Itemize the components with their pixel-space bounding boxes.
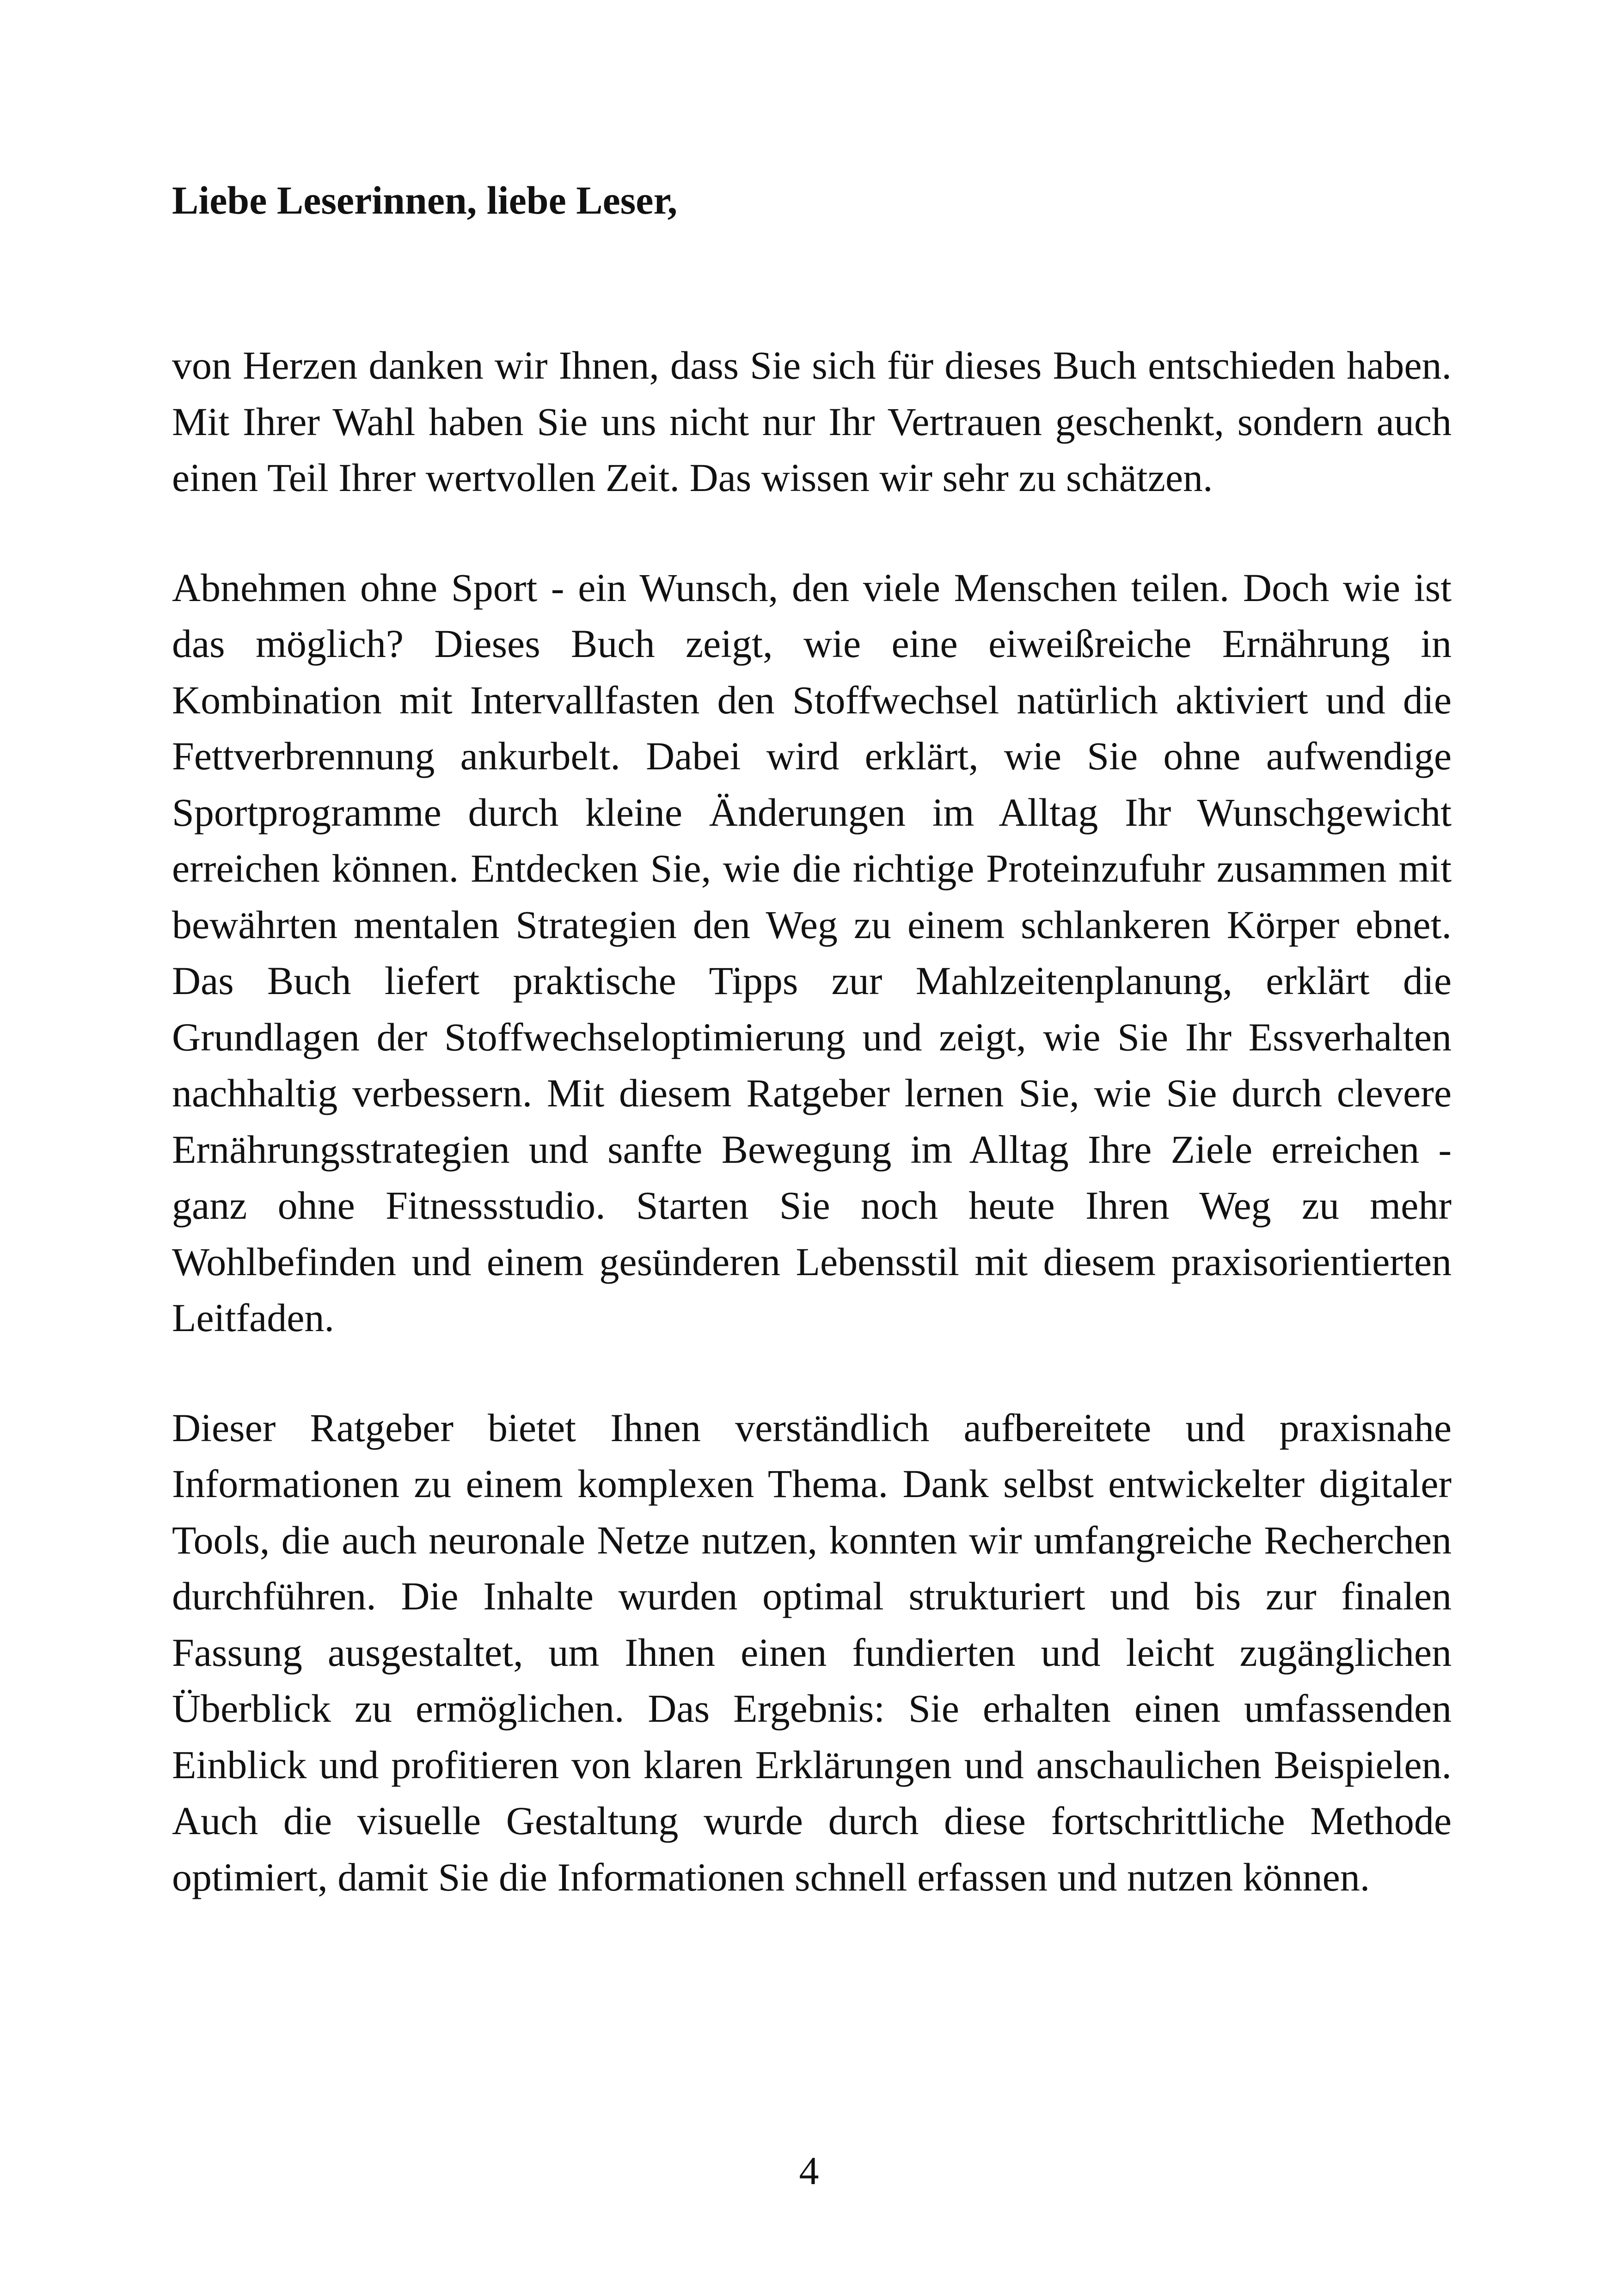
paragraph-guide-info: Dieser Ratgeber bietet Ihnen verständlich aufbereitete und praxisnahe Informationen zu einem komplexen Thema. Dank selbst entwickelter digitaler Tools, die auch neuronale Netze nutzen, konnten wir umfangreiche Recherchen durchführen. Die Inhalte wurden optimal strukturiert und bis zur finalen Fassung ausgestaltet, um Ihnen einen fundierten und leicht zugänglichen Überblick zu ermöglichen. Das Ergebnis: Sie erhalten einen umfassenden Einblick und profitieren von klaren Erklärungen und anschaulichen Beispielen. Auch die visuelle Gestaltung wurde durch diese fortschrittliche Methode optimiert, damit Sie die Informationen schnell erfassen und nutzen können. [172, 1405, 1452, 1899]
page-number: 4 [799, 2149, 819, 2193]
paragraph-book-summary: Abnehmen ohne Sport - ein Wunsch, den viele Menschen teilen. Doch wie ist das möglich? Dieses Buch zeigt, wie eine eiweißreiche Ernährung in Kombination mit Intervallfasten den Stoffwechsel natürlich aktiviert und die Fettverbrennung ankurbelt. Dabei wird erklärt, wie Sie ohne aufwendige Sportprogramme durch kleine Änderungen im Alltag Ihr Wunschgewicht erreichen können. Entdecken Sie, wie die richtige Proteinzufuhr zusammen mit bewährten mentalen Strategien den Weg zu einem schlankeren Körper ebnet. Das Buch liefert praktische Tipps zur Mahlzeitenplanung, erklärt die Grundlagen der Stoffwechseloptimierung und zeigt, wie Sie Ihr Essverhalten nachhaltig verbessern. Mit diesem Ratgeber lernen Sie, wie Sie durch clevere Ernährungsstrategien und sanfte Bewegung im Alltag Ihre Ziele erreichen - ganz ohne Fitnessstudio. Starten Sie noch heute Ihren Weg zu mehr Wohlbefinden und einem gesünderen Lebensstil mit diesem praxisorientierten Leitfaden. [172, 565, 1452, 1340]
paragraph-thanks: von Herzen danken wir Ihnen, dass Sie sich für dieses Buch entschieden haben. Mit Ihrer Wahl haben Sie uns nicht nur Ihr Vertrauen geschenkt, sondern auch einen Teil Ihrer wertvollen Zeit. Das wissen wir sehr zu schätzen. [172, 343, 1452, 500]
greeting-heading: Liebe Leserinnen, liebe Leser, [172, 178, 678, 222]
body-text [172, 338, 1452, 1959]
